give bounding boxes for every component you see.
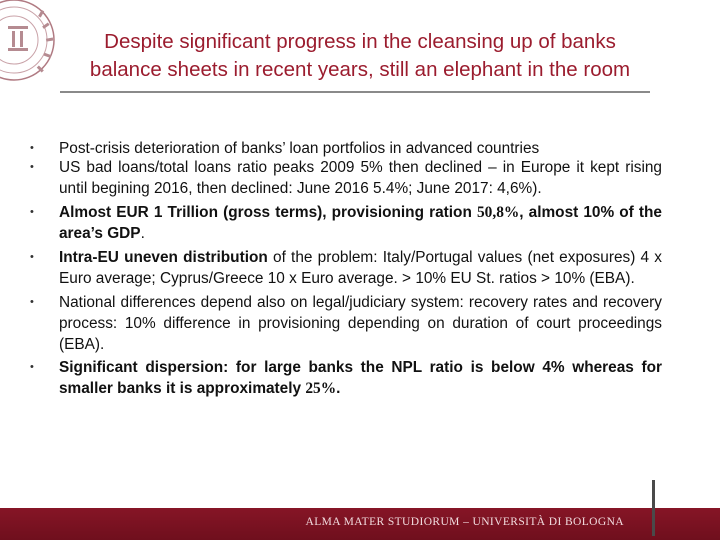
bullet-text-segment: 25% bbox=[305, 380, 337, 397]
bullet-item bbox=[30, 138, 662, 159]
bullet-text-segment: Almost EUR 1 Trillion (gross terms), provisioning ration bbox=[59, 204, 477, 221]
bullet-list bbox=[30, 138, 662, 399]
bullet-text-segment: of the problem: Italy/Portugal values (net exposures) 4 x Euro average; Cyprus/Greece 10 x Euro average. > 10% EU St. ratios > 10% (EBA). bbox=[59, 249, 662, 287]
footer-divider-bar bbox=[652, 480, 655, 536]
slide-title-line-1: Despite significant progress in the cleansing up of banks bbox=[104, 30, 616, 53]
bullet-text-segment: Post-crisis deterioration of banks’ loan portfolios in advanced countries bbox=[59, 140, 540, 157]
bullet-item bbox=[30, 247, 662, 289]
title-divider bbox=[60, 91, 650, 93]
bullet-item bbox=[30, 157, 662, 199]
bullet-item bbox=[30, 357, 662, 399]
bullet-text-segment: Intra-EU uneven distribution bbox=[59, 249, 268, 266]
bullet-text-segment: 50,8% bbox=[476, 204, 520, 221]
bullet-text-segment: . bbox=[140, 225, 145, 242]
slide-title-line-2: balance sheets in recent years, still an elephant in the room bbox=[89, 58, 631, 81]
bullet-text-segment: , almost 10% of the area’s GDP bbox=[59, 204, 662, 242]
slide-title bbox=[30, 28, 690, 84]
bullet-text-segment: . bbox=[336, 380, 341, 397]
bullet-text-segment: US bad loans/total loans ratio peaks 2009 5% then declined – in Europe it kept rising until begining 2016, then declined: June 2016 5.4%; June 2017: 4,6%). bbox=[59, 159, 662, 197]
bullet-item bbox=[30, 202, 662, 244]
bullet-text-segment: Significant dispersion: for large banks the NPL ratio is below 4% whereas for smaller banks it is approximately bbox=[59, 359, 662, 397]
bullet-item bbox=[30, 292, 662, 355]
footer-band bbox=[0, 508, 720, 540]
bullet-text-segment: National differences depend also on legal/judiciary system: recovery rates and recovery process: 10% difference in provisioning depending on duration of court proceedings (EBA). bbox=[59, 294, 662, 353]
footer-university-name: ALMA MATER STUDIORUM – UNIVERSITÀ DI BOLOGNA bbox=[305, 516, 624, 528]
